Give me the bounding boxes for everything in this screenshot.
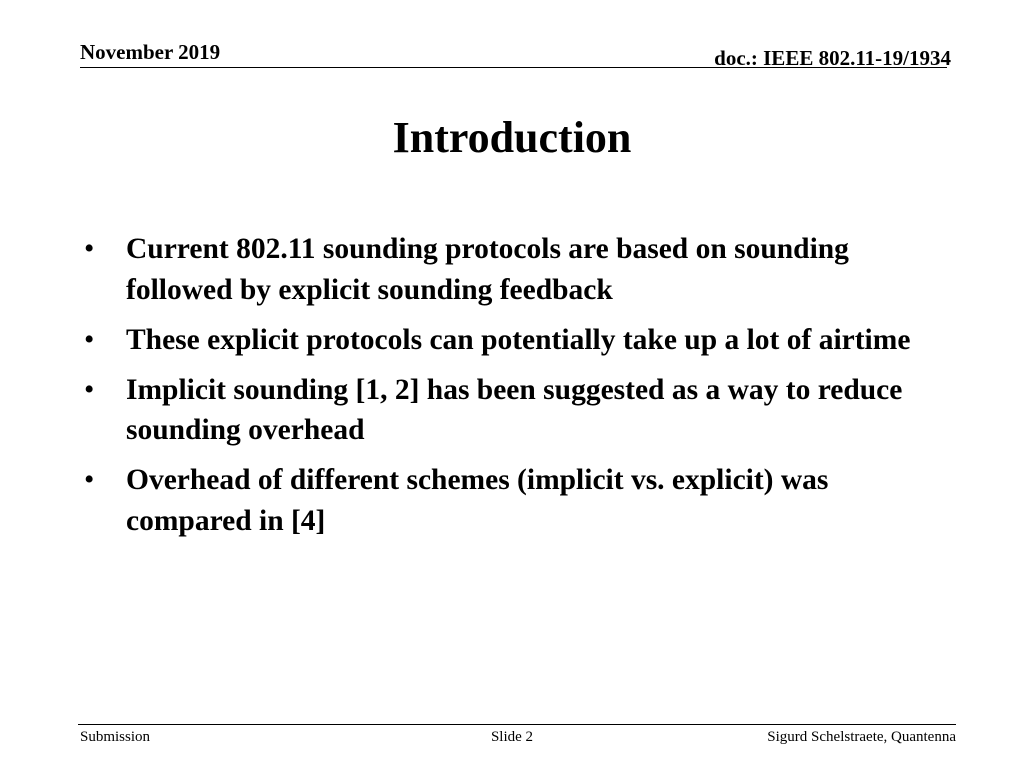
bullet-item xyxy=(84,370,944,451)
bullet-text: These explicit protocols can potentially take up a lot of airtime xyxy=(126,323,911,356)
bullet-item xyxy=(84,460,944,541)
bullet-icon: • xyxy=(84,323,95,356)
bullet-text: Current 802.11 sounding protocols are based on sounding followed by explicit sounding feedback xyxy=(126,233,849,306)
footer-divider xyxy=(78,724,956,725)
header-divider xyxy=(80,67,947,68)
footer-slide-number: Slide 2 xyxy=(490,729,534,745)
footer-submission: Submission xyxy=(80,729,151,745)
bullet-icon: • xyxy=(84,464,95,496)
header-doc-id: doc.: IEEE 802.11-19/1934 xyxy=(714,46,951,70)
header-date: November 2019 xyxy=(80,40,221,64)
bullet-item xyxy=(84,229,944,310)
footer-author: Sigurd Schelstraete, Quantenna xyxy=(767,729,956,745)
bullet-item xyxy=(84,320,944,361)
bullet-icon: • xyxy=(84,373,95,406)
bullet-text: Implicit sounding [1, 2] has been suggested as a way to reduce sounding overhead xyxy=(126,373,903,446)
bullet-list xyxy=(84,229,944,551)
slide-title: Introduction xyxy=(392,113,632,162)
bullet-text: Overhead of different schemes (implicit vs. explicit) was compared in [4] xyxy=(126,464,829,537)
bullet-icon: • xyxy=(84,233,95,265)
